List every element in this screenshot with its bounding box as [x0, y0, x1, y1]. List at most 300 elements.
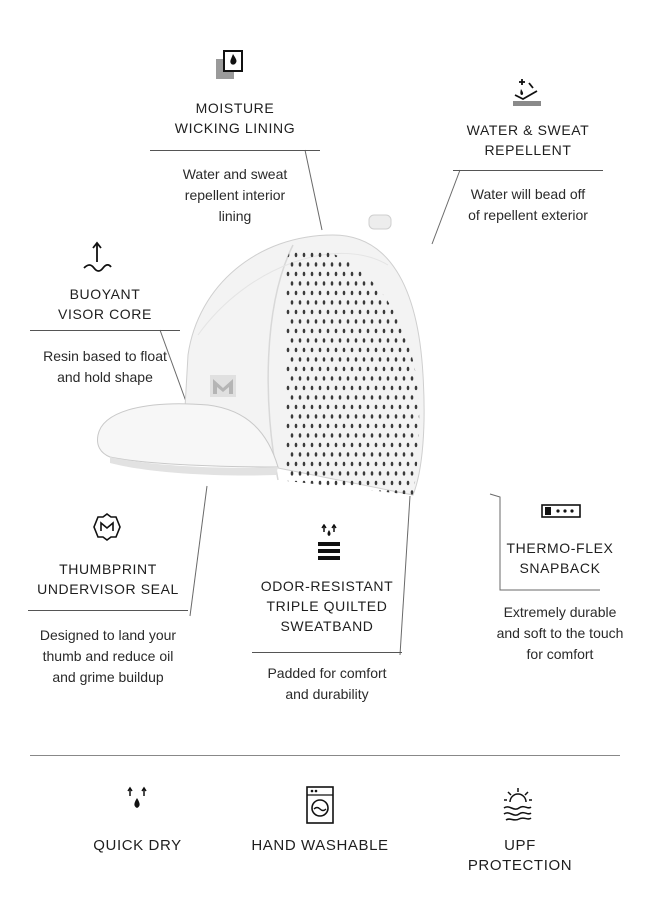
perforation-hole — [311, 253, 314, 257]
perforation-hole — [311, 367, 314, 371]
perforation-hole — [331, 471, 334, 475]
perforation-hole — [351, 424, 354, 428]
perforation-hole — [315, 319, 318, 323]
perforation-hole — [287, 310, 290, 314]
perforation-hole — [379, 471, 382, 475]
perforation-hole — [359, 329, 362, 333]
perforation-hole — [307, 471, 310, 475]
perforation-hole — [379, 414, 382, 418]
perforation-hole — [323, 471, 326, 475]
perforation-hole — [383, 462, 386, 466]
perforation-hole — [323, 414, 326, 418]
perforation-hole — [295, 348, 298, 352]
perforation-hole — [411, 490, 414, 494]
perforation-hole — [299, 433, 302, 437]
perforation-hole — [339, 433, 342, 437]
perforation-hole — [355, 300, 358, 304]
perforation-hole — [347, 433, 350, 437]
perforation-hole — [363, 414, 366, 418]
perforation-hole — [335, 462, 338, 466]
perforation-hole — [347, 357, 350, 361]
perforation-hole — [315, 471, 318, 475]
perforation-hole — [315, 376, 318, 380]
perforation-hole — [379, 490, 382, 494]
perforation-hole — [303, 310, 306, 314]
perforation-hole — [375, 348, 378, 352]
perforation-hole — [391, 405, 394, 409]
perforation-hole — [359, 348, 362, 352]
perforation-hole — [331, 357, 334, 361]
perforation-hole — [323, 262, 326, 266]
perforation-hole — [347, 452, 350, 456]
perforation-hole — [419, 319, 422, 323]
perforation-hole — [319, 481, 322, 485]
perforation-hole — [395, 376, 398, 380]
perforation-hole — [407, 424, 410, 428]
hand-wash-icon — [306, 786, 334, 824]
perforation-hole — [303, 386, 306, 390]
perforation-hole — [427, 395, 428, 399]
perforation-hole — [339, 452, 342, 456]
perforation-hole — [351, 329, 354, 333]
perforation-hole — [303, 367, 306, 371]
hand-washable-label: HAND WASHABLE — [251, 837, 389, 854]
perforation-hole — [299, 357, 302, 361]
perforation-hole — [351, 310, 354, 314]
perforation-hole — [415, 424, 418, 428]
perforation-hole — [311, 291, 314, 295]
perforation-hole — [415, 291, 418, 295]
water-repel-icon — [509, 77, 545, 109]
perforation-hole — [387, 357, 390, 361]
perforation-hole — [423, 462, 426, 466]
perforation-hole — [339, 319, 342, 323]
perforation-hole — [299, 452, 302, 456]
odor-divider — [252, 652, 402, 653]
perforation-hole — [371, 452, 374, 456]
perforation-hole — [291, 338, 294, 342]
perforation-hole — [291, 319, 294, 323]
perforation-hole — [415, 443, 418, 447]
perforation-hole — [363, 281, 366, 285]
perforation-hole — [387, 319, 390, 323]
perforation-hole — [359, 386, 362, 390]
perforation-hole — [367, 481, 370, 485]
perforation-hole — [299, 319, 302, 323]
perforation-hole — [375, 443, 378, 447]
perforation-hole — [427, 376, 428, 380]
perforation-hole — [403, 262, 406, 266]
perforation-hole — [419, 300, 422, 304]
perforation-hole — [319, 329, 322, 333]
perforation-hole — [363, 319, 366, 323]
perforation-hole — [359, 310, 362, 314]
perforation-hole — [395, 395, 398, 399]
thumbprint-title: THUMBPRINT UNDERVISOR SEAL — [37, 561, 179, 597]
perforation-hole — [383, 405, 386, 409]
perforation-hole — [347, 300, 350, 304]
perforation-hole — [343, 481, 346, 485]
perforation-hole — [351, 405, 354, 409]
perforation-hole — [399, 443, 402, 447]
perforation-hole — [407, 443, 410, 447]
perforation-hole — [327, 310, 330, 314]
perforation-hole — [371, 319, 374, 323]
perforation-hole — [379, 452, 382, 456]
perforation-hole — [291, 490, 294, 494]
perforation-hole — [383, 386, 386, 390]
perforation-hole — [399, 348, 402, 352]
perforation-hole — [367, 348, 370, 352]
perforation-hole — [387, 376, 390, 380]
perforation-hole — [367, 291, 370, 295]
perforation-hole — [315, 357, 318, 361]
perforation-hole — [363, 338, 366, 342]
perforation-hole — [311, 443, 314, 447]
perforation-hole — [387, 338, 390, 342]
perforation-hole — [423, 481, 426, 485]
perforation-hole — [291, 471, 294, 475]
moisture-description: Water and sweat repellent interior lining — [182, 166, 288, 224]
perforation-hole — [295, 481, 298, 485]
perforation-hole — [355, 490, 358, 494]
perforation-hole — [351, 291, 354, 295]
perforation-hole — [315, 452, 318, 456]
perforation-hole — [375, 386, 378, 390]
perforation-hole — [299, 471, 302, 475]
perforation-hole — [347, 395, 350, 399]
perforation-hole — [375, 291, 378, 295]
perforation-hole — [331, 452, 334, 456]
perforation-hole — [387, 452, 390, 456]
perforation-hole — [427, 319, 428, 323]
perforation-hole — [419, 281, 422, 285]
perforation-hole — [307, 490, 310, 494]
perforation-hole — [359, 367, 362, 371]
perforation-hole — [399, 405, 402, 409]
perforation-hole — [339, 357, 342, 361]
perforation-hole — [347, 281, 350, 285]
perforation-hole — [331, 433, 334, 437]
perforation-hole — [359, 405, 362, 409]
perforation-hole — [287, 291, 290, 295]
perforation-hole — [307, 281, 310, 285]
perforation-hole — [363, 490, 366, 494]
perforation-hole — [299, 262, 302, 266]
perforation-hole — [375, 329, 378, 333]
perforation-hole — [291, 300, 294, 304]
perforation-hole — [311, 348, 314, 352]
perforation-hole — [363, 471, 366, 475]
perforation-hole — [403, 376, 406, 380]
perforation-hole — [315, 338, 318, 342]
perforation-hole — [355, 376, 358, 380]
perforation-hole — [419, 262, 422, 266]
perforation-hole — [355, 281, 358, 285]
perforation-hole — [419, 490, 422, 494]
perforation-hole — [359, 291, 362, 295]
perforation-hole — [343, 367, 346, 371]
perforation-hole — [415, 272, 418, 276]
perforation-hole — [347, 376, 350, 380]
perforation-hole — [339, 376, 342, 380]
perforation-hole — [295, 462, 298, 466]
perforation-hole — [287, 329, 290, 333]
perforation-hole — [355, 433, 358, 437]
perforation-hole — [407, 386, 410, 390]
perforation-hole — [375, 481, 378, 485]
perforation-hole — [291, 376, 294, 380]
thumbprint-badge-icon — [92, 512, 122, 542]
perforation-hole — [363, 357, 366, 361]
perforation-hole — [367, 424, 370, 428]
perforation-hole — [351, 386, 354, 390]
perforation-hole — [331, 300, 334, 304]
perforation-hole — [327, 272, 330, 276]
perforation-hole — [299, 490, 302, 494]
perforation-hole — [359, 443, 362, 447]
perforation-hole — [355, 395, 358, 399]
perforation-hole — [307, 319, 310, 323]
perforation-hole — [423, 348, 426, 352]
perforation-hole — [423, 329, 426, 333]
perforation-hole — [367, 405, 370, 409]
perforation-hole — [323, 452, 326, 456]
perforation-hole — [399, 424, 402, 428]
perforation-hole — [319, 253, 322, 257]
perforation-hole — [339, 262, 342, 266]
perforation-hole — [331, 414, 334, 418]
perforation-hole — [295, 272, 298, 276]
perforation-hole — [295, 310, 298, 314]
buoyant-title: BUOYANT VISOR CORE — [58, 286, 152, 322]
thermo-title: THERMO-FLEX SNAPBACK — [506, 540, 614, 576]
perforation-hole — [315, 281, 318, 285]
perforation-hole — [319, 367, 322, 371]
perforation-hole — [371, 414, 374, 418]
perforation-hole — [427, 490, 428, 494]
perforation-hole — [327, 386, 330, 390]
perforation-hole — [335, 386, 338, 390]
perforation-hole — [355, 414, 358, 418]
perforation-hole — [331, 376, 334, 380]
bottom-divider — [30, 755, 620, 756]
water-description: Water will bead off of repellent exterior — [468, 186, 588, 223]
perforation-hole — [407, 272, 410, 276]
perforation-hole — [387, 490, 390, 494]
perforation-hole — [291, 414, 294, 418]
perforation-hole — [351, 272, 354, 276]
perforation-hole — [355, 319, 358, 323]
perforation-hole — [323, 357, 326, 361]
perforation-hole — [427, 300, 428, 304]
perforation-hole — [299, 281, 302, 285]
sun-protection-icon — [502, 786, 532, 822]
perforation-hole — [327, 253, 330, 257]
perforation-hole — [387, 395, 390, 399]
perforation-hole — [379, 433, 382, 437]
perforation-hole — [415, 405, 418, 409]
perforation-hole — [391, 329, 394, 333]
perforation-hole — [411, 395, 414, 399]
perforation-hole — [311, 424, 314, 428]
perforation-hole — [327, 329, 330, 333]
perforation-hole — [379, 357, 382, 361]
perforation-hole — [403, 395, 406, 399]
quick-dry-icon — [124, 786, 150, 812]
perforation-hole — [319, 424, 322, 428]
perforation-hole — [427, 281, 428, 285]
perforation-hole — [315, 262, 318, 266]
perforation-hole — [375, 310, 378, 314]
perforation-hole — [367, 329, 370, 333]
perforation-hole — [335, 329, 338, 333]
perforation-hole — [343, 329, 346, 333]
perforation-hole — [355, 452, 358, 456]
perforation-hole — [287, 367, 290, 371]
perforation-hole — [415, 310, 418, 314]
perforation-hole — [351, 348, 354, 352]
perforation-hole — [363, 300, 366, 304]
perforation-hole — [399, 386, 402, 390]
perforation-hole — [395, 433, 398, 437]
perforation-hole — [379, 300, 382, 304]
perforation-hole — [403, 357, 406, 361]
perforation-hole — [343, 462, 346, 466]
perforation-hole — [327, 424, 330, 428]
perforation-hole — [403, 414, 406, 418]
perforation-hole — [343, 291, 346, 295]
perforation-hole — [375, 405, 378, 409]
perforation-hole — [387, 433, 390, 437]
perforation-hole — [311, 310, 314, 314]
perforation-hole — [303, 443, 306, 447]
perforation-hole — [307, 452, 310, 456]
thumbprint-divider — [28, 610, 188, 611]
perforation-hole — [403, 452, 406, 456]
perforation-hole — [347, 262, 350, 266]
perforation-hole — [307, 357, 310, 361]
thermo-description: Extremely durable and soft to the touch for comfort — [496, 604, 624, 662]
perforation-hole — [311, 329, 314, 333]
perforation-hole — [371, 433, 374, 437]
perforation-hole — [319, 405, 322, 409]
perforation-hole — [343, 405, 346, 409]
perforation-hole — [311, 462, 314, 466]
perforation-hole — [371, 490, 374, 494]
perforation-hole — [387, 414, 390, 418]
perforation-hole — [427, 357, 428, 361]
perforation-hole — [383, 310, 386, 314]
perforation-hole — [323, 281, 326, 285]
perforation-hole — [299, 338, 302, 342]
perforation-hole — [311, 386, 314, 390]
upf-protection-label: UPF PROTECTION — [467, 837, 573, 874]
perforation-hole — [335, 310, 338, 314]
quilted-band-icon — [314, 524, 344, 564]
perforation-hole — [367, 386, 370, 390]
perforation-hole — [359, 462, 362, 466]
perforation-hole — [287, 481, 290, 485]
perforation-hole — [391, 348, 394, 352]
perforation-hole — [423, 310, 426, 314]
perforation-hole — [287, 386, 290, 390]
perforation-hole — [335, 443, 338, 447]
perforation-hole — [295, 291, 298, 295]
perforation-hole — [315, 433, 318, 437]
perforation-hole — [307, 338, 310, 342]
perforation-hole — [307, 395, 310, 399]
perforation-hole — [367, 367, 370, 371]
buoyant-description: Resin based to float and hold shape — [43, 348, 167, 385]
perforation-hole — [363, 395, 366, 399]
perforation-hole — [399, 253, 402, 257]
perforation-hole — [331, 319, 334, 323]
perforation-hole — [395, 357, 398, 361]
perforation-hole — [399, 367, 402, 371]
perforation-hole — [287, 272, 290, 276]
perforation-hole — [323, 433, 326, 437]
perforation-hole — [287, 424, 290, 428]
perforation-hole — [327, 291, 330, 295]
perforation-hole — [331, 281, 334, 285]
perforation-hole — [407, 348, 410, 352]
perforation-hole — [383, 329, 386, 333]
perforation-hole — [311, 272, 314, 276]
perforation-hole — [383, 367, 386, 371]
perforation-hole — [415, 462, 418, 466]
perforation-hole — [371, 471, 374, 475]
perforation-hole — [363, 376, 366, 380]
perforation-hole — [347, 490, 350, 494]
perforation-hole — [371, 395, 374, 399]
perforation-hole — [427, 414, 428, 418]
perforation-hole — [311, 405, 314, 409]
perforation-hole — [395, 338, 398, 342]
perforation-hole — [391, 462, 394, 466]
buoyant-divider — [30, 330, 180, 331]
perforation-hole — [291, 262, 294, 266]
perforation-hole — [307, 300, 310, 304]
perforation-hole — [323, 490, 326, 494]
perforation-hole — [295, 329, 298, 333]
perforation-hole — [395, 471, 398, 475]
perforation-hole — [323, 338, 326, 342]
perforation-hole — [367, 462, 370, 466]
perforation-hole — [315, 395, 318, 399]
perforation-hole — [347, 319, 350, 323]
perforation-hole — [347, 338, 350, 342]
perforation-hole — [359, 481, 362, 485]
water-divider — [453, 170, 603, 171]
perforation-hole — [291, 452, 294, 456]
perforation-hole — [331, 262, 334, 266]
perforation-hole — [335, 424, 338, 428]
perforation-hole — [407, 253, 410, 257]
perforation-hole — [299, 300, 302, 304]
perforation-hole — [383, 443, 386, 447]
odor-description: Padded for comfort and durability — [267, 665, 387, 702]
perforation-hole — [379, 338, 382, 342]
perforation-hole — [307, 262, 310, 266]
perforation-hole — [363, 433, 366, 437]
perforation-hole — [399, 462, 402, 466]
perforation-hole — [367, 443, 370, 447]
perforation-hole — [399, 481, 402, 485]
perforation-hole — [403, 490, 406, 494]
perforation-hole — [299, 395, 302, 399]
perforation-hole — [387, 471, 390, 475]
